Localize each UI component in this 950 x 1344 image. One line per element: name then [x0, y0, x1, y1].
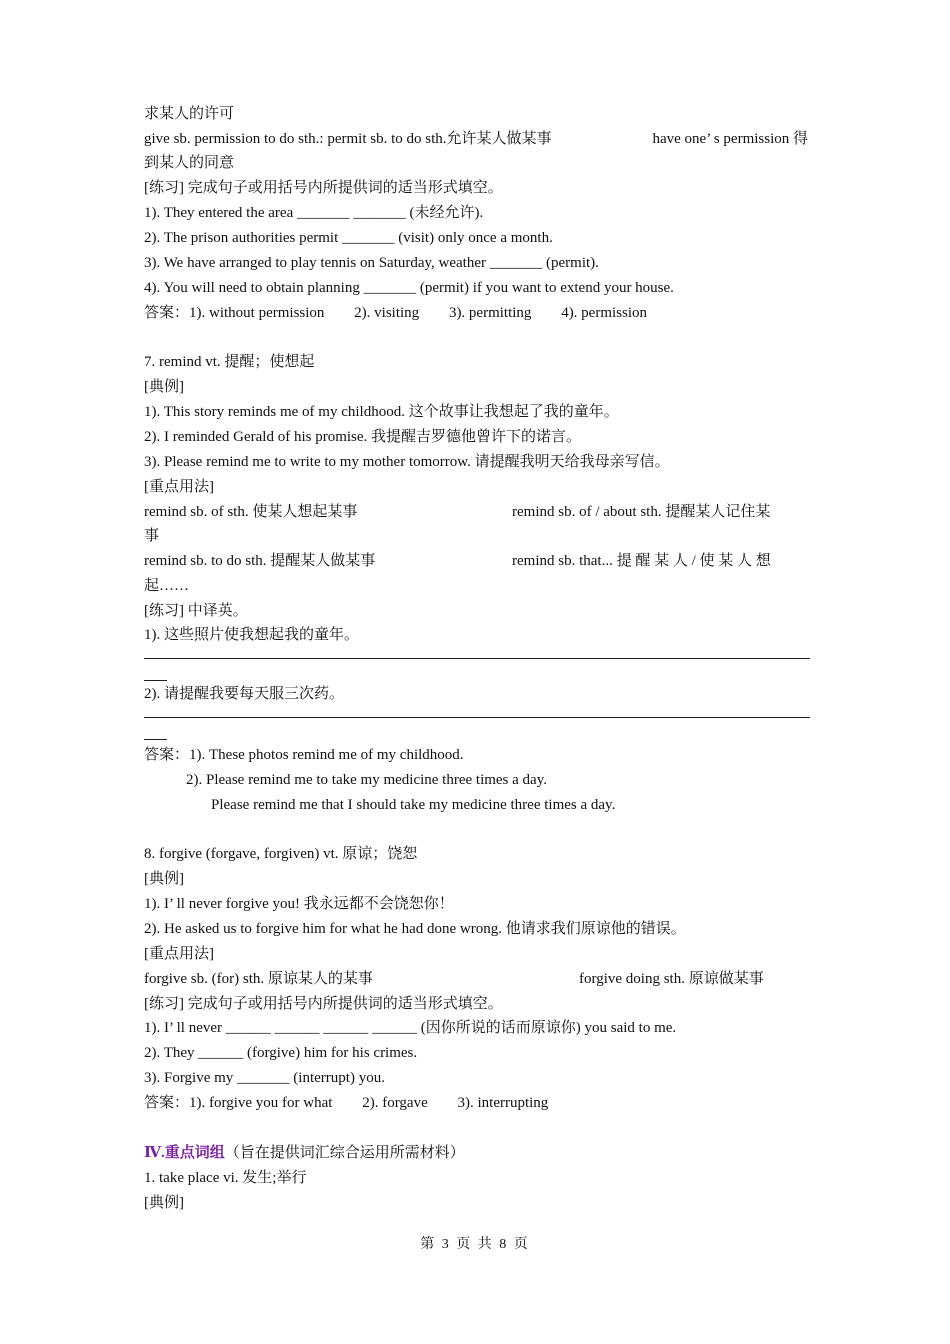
answer-segment: 2). visiting	[354, 305, 420, 321]
usage-item: forgive sb. (for) sth. 原谅某人的某事	[144, 971, 373, 987]
example-item: 1). I’ ll never forgive you! 我永远都不会饶恕你！	[144, 896, 454, 912]
answer-line: Please remind me that I should take my medicine three times a day.	[211, 797, 616, 813]
answer-blank-line	[144, 658, 810, 659]
exercise-item: 1). I’ ll never ______ ______ ______ ______ (因你所说的话而原谅你) you said to me.	[144, 1020, 677, 1036]
answer-segment: 4). permission	[561, 305, 648, 321]
section-heading-note: （旨在提供词汇综合运用所需材料）	[224, 1145, 465, 1161]
text-line	[144, 129, 808, 149]
exercise-item: 2). They ______ (forgive) him for his crimes.	[144, 1045, 418, 1061]
section-label: [重点用法]	[144, 479, 214, 495]
exercise-item: 4). You will need to obtain planning _______ (permit) if you want to extend your house.	[144, 280, 674, 296]
section-heading	[144, 1143, 465, 1163]
answer-segment: 2). forgave	[362, 1095, 428, 1111]
section-label: [重点用法]	[144, 946, 214, 962]
vocab-heading: 8. forgive (forgave, forgiven) vt. 原谅；饶恕	[144, 846, 418, 862]
exercise-item: 3). We have arranged to play tennis on Saturday, weather _______ (permit).	[144, 255, 599, 271]
vocab-heading: 1. take place vi. 发生;举行	[144, 1170, 307, 1186]
exercise-item: 2). The prison authorities permit _______ (visit) only once a month.	[144, 230, 553, 246]
exercise-item: 1). They entered the area _______ _______ (未经允许).	[144, 205, 484, 221]
text-line: 事	[144, 528, 160, 544]
text-segment: have one’ s permission 得	[652, 131, 808, 147]
exercise-label: [练习] 完成句子或用括号内所提供词的适当形式填空。	[144, 996, 503, 1012]
usage-item: forgive doing sth. 原谅做某事	[579, 971, 764, 987]
answer-blank-line	[144, 717, 810, 718]
vocab-heading: 7. remind vt. 提醒；使想起	[144, 354, 315, 370]
answer-segment: 答案：1). forgive you for what	[144, 1095, 333, 1111]
page-footer: 第 3 页 共 8 页	[420, 1237, 530, 1252]
example-item: 3). Please remind me to write to my mother tomorrow. 请提醒我明天给我母亲写信。	[144, 454, 670, 470]
usage-item: remind sb. to do sth. 提醒某人做某事	[144, 553, 376, 569]
section-heading-title: Ⅳ.重点词组	[144, 1145, 225, 1161]
usage-item: remind sb. that... 提 醒 某 人 / 使 某 人 想	[512, 553, 771, 569]
text-line: 求某人的许可	[144, 106, 235, 122]
usage-item: remind sb. of sth. 使某人想起某事	[144, 504, 358, 520]
example-item: 2). He asked us to forgive him for what he had done wrong. 他请求我们原谅他的错误。	[144, 921, 686, 937]
answer-line: 2). Please remind me to take my medicine three times a day.	[186, 772, 547, 788]
text-segment: give sb. permission to do sth.: permit sb. to do sth.允许某人做某事	[144, 131, 552, 147]
answer-line: 答案：1). These photos remind me of my childhood.	[144, 747, 464, 763]
exercise-label: [练习] 完成句子或用括号内所提供词的适当形式填空。	[144, 180, 503, 196]
answer-segment: 3). permitting	[448, 305, 532, 321]
usage-item: remind sb. of / about sth. 提醒某人记住某	[512, 504, 771, 520]
exercise-item: 2). 请提醒我要每天服三次药。	[144, 686, 344, 702]
answer-line	[144, 1093, 548, 1113]
answer-segment: 3). interrupting	[457, 1095, 549, 1111]
answer-line	[144, 303, 647, 323]
exercise-item: 3). Forgive my _______ (interrupt) you.	[144, 1070, 385, 1086]
answer-blank-line	[144, 739, 167, 740]
exercise-label: [练习] 中译英。	[144, 603, 248, 619]
text-line: 到某人的同意	[144, 155, 235, 171]
section-label: [典例]	[144, 379, 184, 395]
answer-blank-line	[144, 680, 167, 681]
exercise-item: 1). 这些照片使我想起我的童年。	[144, 627, 359, 643]
text-line: 起……	[144, 578, 190, 594]
example-item: 1). This story reminds me of my childhood. 这个故事让我想起了我的童年。	[144, 404, 619, 420]
answer-segment: 答案：1). without permission	[144, 305, 325, 321]
section-label: [典例]	[144, 871, 184, 887]
example-item: 2). I reminded Gerald of his promise. 我提醒吉罗德他曾许下的诺言。	[144, 429, 582, 445]
section-label: [典例]	[144, 1195, 184, 1211]
